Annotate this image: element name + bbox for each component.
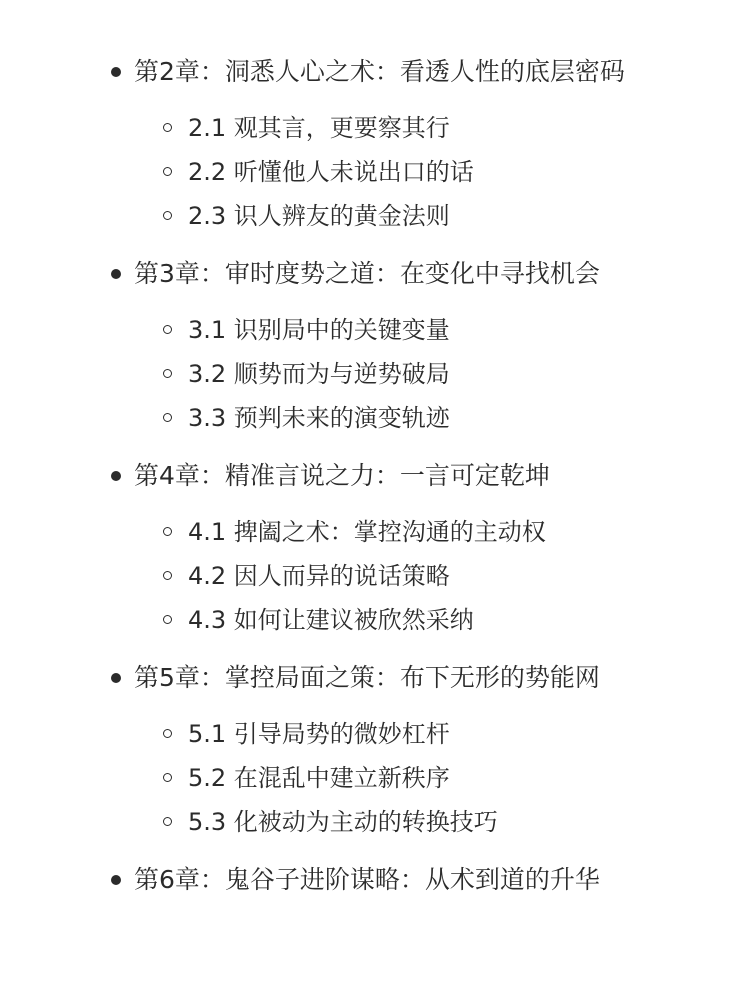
hollow-bullet-icon [163, 527, 172, 536]
hollow-bullet-icon [163, 413, 172, 422]
section-item [0, 356, 750, 392]
section-title: 5.3 化被动为主动的转换技巧 [188, 808, 498, 836]
section-title: 4.2 因人而异的说话策略 [188, 562, 450, 590]
hollow-bullet-icon [163, 729, 172, 738]
hollow-bullet-icon [163, 123, 172, 132]
section-item [0, 558, 750, 594]
section-title: 2.2 听懂他人未说出口的话 [188, 158, 474, 186]
chapter-title: 第6章：鬼谷子进阶谋略：从术到道的升华 [134, 865, 600, 894]
hollow-bullet-icon [163, 369, 172, 378]
hollow-bullet-icon [163, 817, 172, 826]
filled-bullet-icon [111, 67, 121, 77]
chapter-item [0, 254, 750, 294]
section-item [0, 110, 750, 146]
section-title: 3.1 识别局中的关键变量 [188, 316, 450, 344]
section-title: 2.1 观其言，更要察其行 [188, 114, 450, 142]
hollow-bullet-icon [163, 571, 172, 580]
section-item [0, 716, 750, 752]
filled-bullet-icon [111, 269, 121, 279]
section-item [0, 400, 750, 436]
hollow-bullet-icon [163, 615, 172, 624]
section-title: 5.1 引导局势的微妙杠杆 [188, 720, 450, 748]
section-title: 3.3 预判未来的演变轨迹 [188, 404, 450, 432]
section-item [0, 760, 750, 796]
chapter-title: 第3章：审时度势之道：在变化中寻找机会 [134, 259, 600, 288]
chapter-title: 第4章：精准言说之力：一言可定乾坤 [134, 461, 550, 490]
section-item [0, 804, 750, 840]
hollow-bullet-icon [163, 167, 172, 176]
section-item [0, 602, 750, 638]
chapter-title: 第5章：掌控局面之策：布下无形的势能网 [134, 663, 600, 692]
chapter-item [0, 456, 750, 496]
section-title: 5.2 在混乱中建立新秩序 [188, 764, 450, 792]
section-title: 4.3 如何让建议被欣然采纳 [188, 606, 474, 634]
section-title: 4.1 捭阖之术：掌控沟通的主动权 [188, 518, 546, 546]
section-title: 3.2 顺势而为与逆势破局 [188, 360, 450, 388]
chapter-item [0, 52, 750, 92]
section-item [0, 514, 750, 550]
section-item [0, 154, 750, 190]
hollow-bullet-icon [163, 211, 172, 220]
section-title: 2.3 识人辨友的黄金法则 [188, 202, 450, 230]
filled-bullet-icon [111, 875, 121, 885]
filled-bullet-icon [111, 471, 121, 481]
section-item [0, 312, 750, 348]
filled-bullet-icon [111, 673, 121, 683]
chapter-item [0, 658, 750, 698]
hollow-bullet-icon [163, 325, 172, 334]
hollow-bullet-icon [163, 773, 172, 782]
chapter-item [0, 860, 750, 900]
section-item [0, 198, 750, 234]
chapter-title: 第2章：洞悉人心之术：看透人性的底层密码 [134, 57, 625, 86]
